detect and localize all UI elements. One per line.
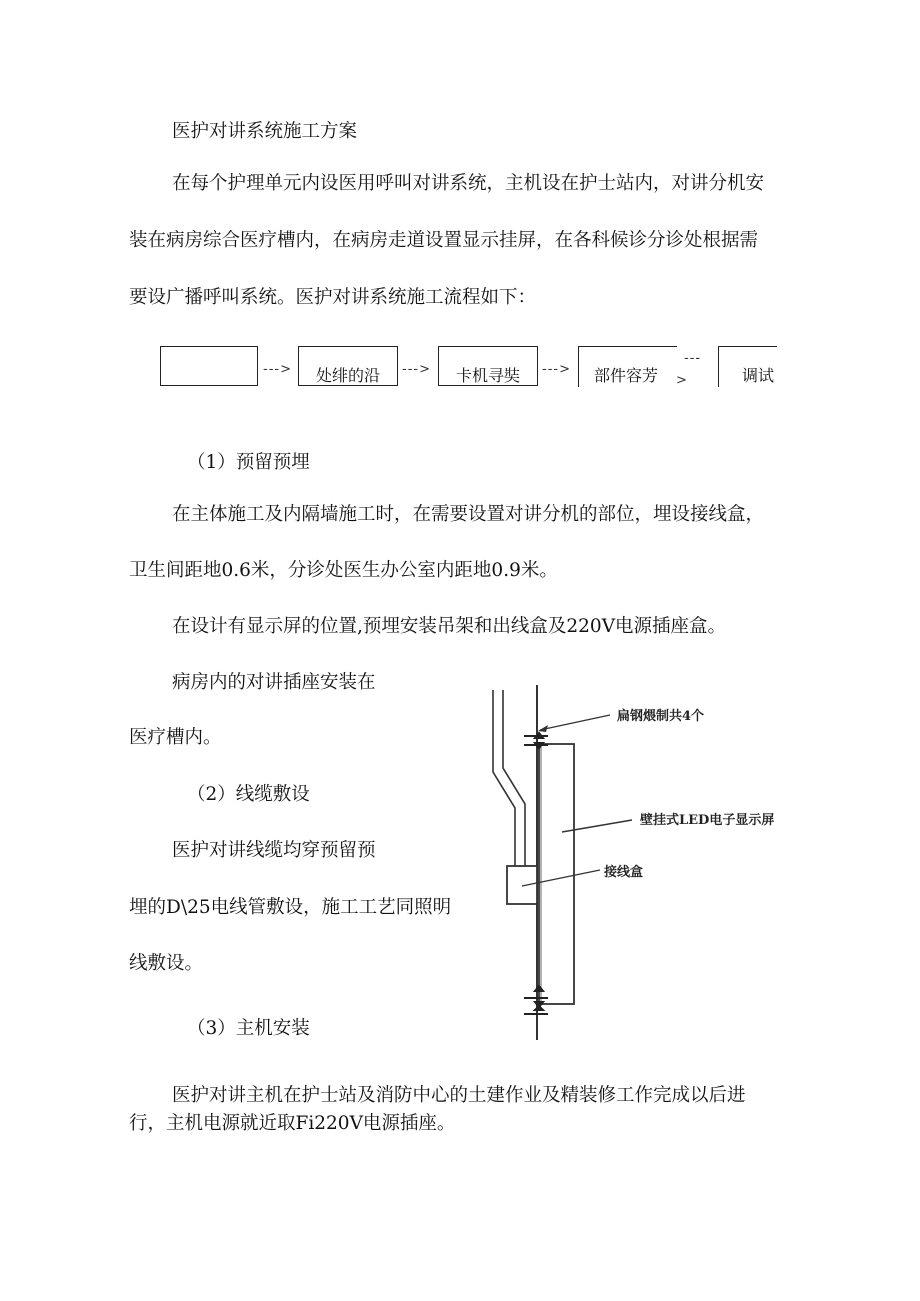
flow-arrow-4-head: >	[676, 373, 688, 388]
flow-step-5-label: 调试	[742, 366, 775, 385]
section2-p1-line-3: 线敷设。	[129, 953, 204, 974]
intro-line-3: 要设广播呼叫系统。医护对讲系统施工流程如下：	[129, 287, 537, 308]
flow-step-2-label: 处绯的沿	[316, 366, 381, 385]
conduit-pipe	[493, 690, 515, 866]
section1-p2: 在设计有显示屏的位置,预埋安装吊架和出线盒及220V电源插座盒。	[172, 616, 727, 637]
flow-arrow-3: --->	[542, 362, 571, 377]
section3-p1-line-2: 行，主机电源就近取Fi220V电源插座。	[129, 1113, 456, 1134]
intro-line-1: 在每个护理单元内设医用呼叫对讲系统，主机设在护士站内，对讲分机安	[172, 173, 765, 194]
junction-box	[507, 866, 537, 904]
page-title: 医护对讲系统施工方案	[172, 121, 358, 142]
display-installation-diagram	[480, 680, 800, 1050]
section1-heading: （1）预留预埋	[187, 452, 310, 473]
section1-p1-line-1: 在主体施工及内隔墙施工时，在需要设置对讲分机的部位，埋设接线盒，	[172, 504, 765, 525]
leader-bracket	[540, 715, 610, 730]
flow-step-3-label: 卡机寻奘	[456, 366, 521, 385]
section2-p1-line-2: 埋的D\25电线管敷设，施工工艺同照明	[129, 897, 452, 918]
section1-p3-line-1: 病房内的对讲插座安装在	[172, 672, 376, 693]
label-display: 壁挂式LED电子显示屏	[640, 813, 775, 828]
section2-heading: （2）线缆敷设	[187, 784, 310, 805]
flow-arrow-2: --->	[402, 362, 431, 377]
flow-step-4-label: 部件容芳	[594, 366, 659, 385]
section3-p1-line-1: 医护对讲主机在护士站及消防中心的土建作业及精装修工作完成以后进	[172, 1085, 746, 1106]
conduit-pipe-inner	[503, 690, 525, 866]
section2-p1-line-1: 医护对讲线缆均穿预留预	[172, 840, 376, 861]
flow-arrow-1: --->	[263, 362, 292, 377]
intro-line-2: 装在病房综合医疗槽内，在病房走道设置显示挂屏，在各科候诊分诊处根据需	[129, 230, 759, 251]
section1-p1-line-2: 卫生间距地0.6米，分诊处医生办公室内距地0.9米。	[129, 560, 558, 581]
section1-p3-line-2: 医疗槽内。	[129, 727, 222, 748]
label-junction-box: 接线盒	[604, 865, 644, 880]
led-display-panel	[539, 744, 574, 1004]
section3-heading: （3）主机安装	[187, 1018, 310, 1039]
flow-step-1-box	[160, 346, 258, 386]
label-bracket: 扁钢煨制共4个	[617, 709, 705, 724]
flow-arrow-4: ---	[684, 351, 702, 366]
